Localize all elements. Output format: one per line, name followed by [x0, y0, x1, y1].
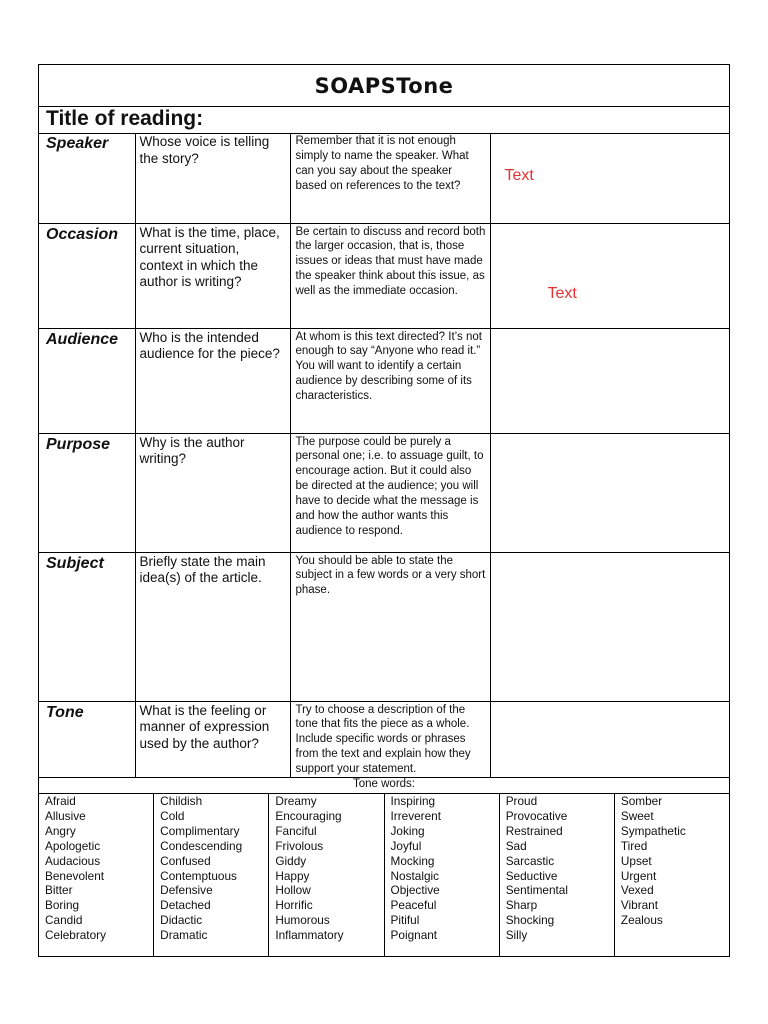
tone-words-column: [269, 794, 384, 956]
tone-words-column: [39, 794, 154, 956]
tone-words-column: [385, 794, 500, 956]
tone-word: Dreamy: [275, 794, 317, 808]
tone-word: Peaceful: [390, 898, 437, 913]
description-text: Try to choose a description of the tone that fits the piece as a whole. Include specific words or phrases from the text and explain how they support your statement.: [295, 703, 471, 776]
description-text: You should be able to state the subject in a few words or a very short phase.: [295, 554, 486, 597]
tone-word: Didactic: [160, 913, 203, 928]
tone-word: Detached: [160, 898, 211, 913]
tone-word: Sharp: [505, 898, 538, 913]
row-subject: [39, 552, 729, 701]
tone-word: Irreverent: [390, 808, 441, 823]
tone-word: Silly: [505, 928, 528, 943]
tone-word: Angry: [45, 823, 76, 838]
element-label: Subject: [46, 554, 104, 572]
soapstone-worksheet: [38, 64, 730, 957]
tone-words-column: [154, 794, 269, 956]
title-of-reading-row[interactable]: [39, 106, 729, 134]
tone-words-heading: Tone words:: [39, 777, 729, 794]
tone-word: Fanciful: [275, 823, 317, 838]
description-cell: [290, 552, 490, 701]
answer-cell[interactable]: [490, 328, 729, 433]
element-cell: [39, 133, 135, 223]
tone-word: Zealous: [620, 913, 663, 928]
answer-note: Text: [504, 167, 534, 184]
row-tone: [39, 701, 729, 778]
tone-word: Giddy: [275, 853, 307, 868]
answer-cell[interactable]: [490, 223, 729, 328]
tone-word: Benevolent: [45, 868, 105, 883]
tone-word: Boring: [45, 898, 80, 913]
tone-word: Urgent: [620, 868, 657, 883]
tone-word: Sentimental: [505, 883, 568, 898]
row-audience: [39, 328, 729, 433]
tone-word: Encouraging: [275, 808, 342, 823]
tone-word: Joyful: [390, 838, 422, 853]
tone-word: Shocking: [505, 913, 555, 928]
tone-word: Somber: [620, 794, 663, 808]
element-label: Purpose: [46, 435, 111, 453]
tone-words-column: [615, 794, 729, 956]
tone-word: Cold: [160, 808, 185, 823]
tone-word: Condescending: [160, 838, 243, 853]
tone-word: Complimentary: [160, 823, 240, 838]
answer-cell[interactable]: [490, 552, 729, 701]
description-cell: [290, 133, 490, 223]
tone-word: Inflammatory: [275, 928, 344, 943]
tone-word: Provocative: [505, 808, 568, 823]
tone-word: Vexed: [620, 883, 654, 898]
tone-word: Audacious: [45, 853, 101, 868]
tone-word: Celebratory: [45, 928, 106, 943]
answer-cell[interactable]: [490, 433, 729, 552]
tone-word: Proud: [505, 794, 538, 808]
element-label: Tone: [46, 703, 84, 721]
question-cell: [135, 552, 290, 701]
element-label: Audience: [46, 330, 119, 348]
tone-word: Objective: [390, 883, 440, 898]
description-cell: [290, 223, 490, 328]
answer-cell[interactable]: [490, 133, 729, 223]
worksheet-title: SOAPSTone: [314, 74, 454, 98]
tone-word: Restrained: [505, 823, 563, 838]
tone-word: Horrific: [275, 898, 313, 913]
question-cell: [135, 701, 290, 778]
tone-word: Candid: [45, 913, 83, 928]
tone-word: Tired: [620, 838, 648, 853]
tone-word: Vibrant: [620, 898, 659, 913]
tone-word: Mocking: [390, 853, 435, 868]
description-text: At whom is this text directed? It’s not enough to say “Anyone who read it.” You will want to identify a certain audience by describing some of its characteristics.: [295, 330, 482, 403]
tone-words-list: [39, 794, 729, 956]
description-cell: [290, 433, 490, 552]
description-text: The purpose could be purely a personal one; i.e. to assuage guilt, to encourage action. But it could also be directed at the audience; you will have to decide what the message is and how the author wants this audience to respond.: [295, 435, 484, 537]
tone-word: Humorous: [275, 913, 330, 928]
description-cell: [290, 701, 490, 778]
answer-note: Text: [547, 284, 577, 302]
tone-word: Apologetic: [45, 838, 101, 853]
tone-word: Happy: [275, 868, 310, 883]
row-speaker: [39, 133, 729, 223]
tone-word: Confused: [160, 853, 211, 868]
tone-word: Poignant: [390, 928, 438, 943]
tone-word: Seductive: [505, 868, 558, 883]
question-text: Briefly state the main idea(s) of the article.: [139, 553, 266, 585]
element-label: Speaker: [46, 135, 109, 152]
tone-word: Frivolous: [275, 838, 324, 853]
tone-word: Nostalgic: [390, 868, 440, 883]
soapstone-table: [39, 133, 729, 778]
tone-word: Defensive: [160, 883, 213, 898]
tone-words-column: [500, 794, 615, 956]
tone-word: Upset: [620, 853, 652, 868]
element-label: Occasion: [46, 225, 119, 243]
question-text: Who is the intended audience for the piece?: [139, 329, 280, 361]
row-occasion: [39, 223, 729, 328]
question-cell: [135, 133, 290, 223]
tone-word: Contemptuous: [160, 868, 237, 883]
element-cell: [39, 701, 135, 778]
question-text: What is the time, place, current situation, context in which the author is writing?: [139, 224, 280, 289]
question-text: Whose voice is telling the story?: [139, 134, 270, 166]
element-cell: [39, 552, 135, 701]
tone-word: Allusive: [45, 808, 86, 823]
tone-word: Sarcastic: [505, 853, 555, 868]
tone-word: Inspiring: [390, 794, 436, 808]
question-cell: [135, 223, 290, 328]
description-text: Be certain to discuss and record both the larger occasion, that is, those issues or ideas that must have made the speaker think about this issue, as well as the immediate occasion.: [295, 225, 486, 298]
question-text: What is the feeling or manner of expression used by the author?: [139, 702, 270, 751]
description-cell: [290, 328, 490, 433]
tone-word: Pitiful: [390, 913, 420, 928]
tone-word: Joking: [390, 823, 425, 838]
tone-word: Sweet: [620, 808, 654, 823]
question-cell: [135, 433, 290, 552]
element-cell: [39, 328, 135, 433]
row-purpose: [39, 433, 729, 552]
question-text: Why is the author writing?: [139, 434, 245, 466]
tone-word: Sad: [505, 838, 527, 853]
tone-word: Dramatic: [160, 928, 208, 943]
title-of-reading-label: Title of reading:: [46, 107, 204, 130]
description-text: Remember that it is not enough simply to name the speaker. What can you say about the speaker based on references to the text?: [295, 135, 469, 192]
tone-word: Sympathetic: [620, 823, 686, 838]
tone-word: Afraid: [45, 794, 76, 808]
tone-word: Childish: [160, 794, 203, 808]
title-bar: [39, 65, 729, 107]
element-cell: [39, 433, 135, 552]
element-cell: [39, 223, 135, 328]
question-cell: [135, 328, 290, 433]
tone-word: Bitter: [45, 883, 73, 898]
tone-word: Hollow: [275, 883, 311, 898]
answer-cell[interactable]: [490, 701, 729, 778]
